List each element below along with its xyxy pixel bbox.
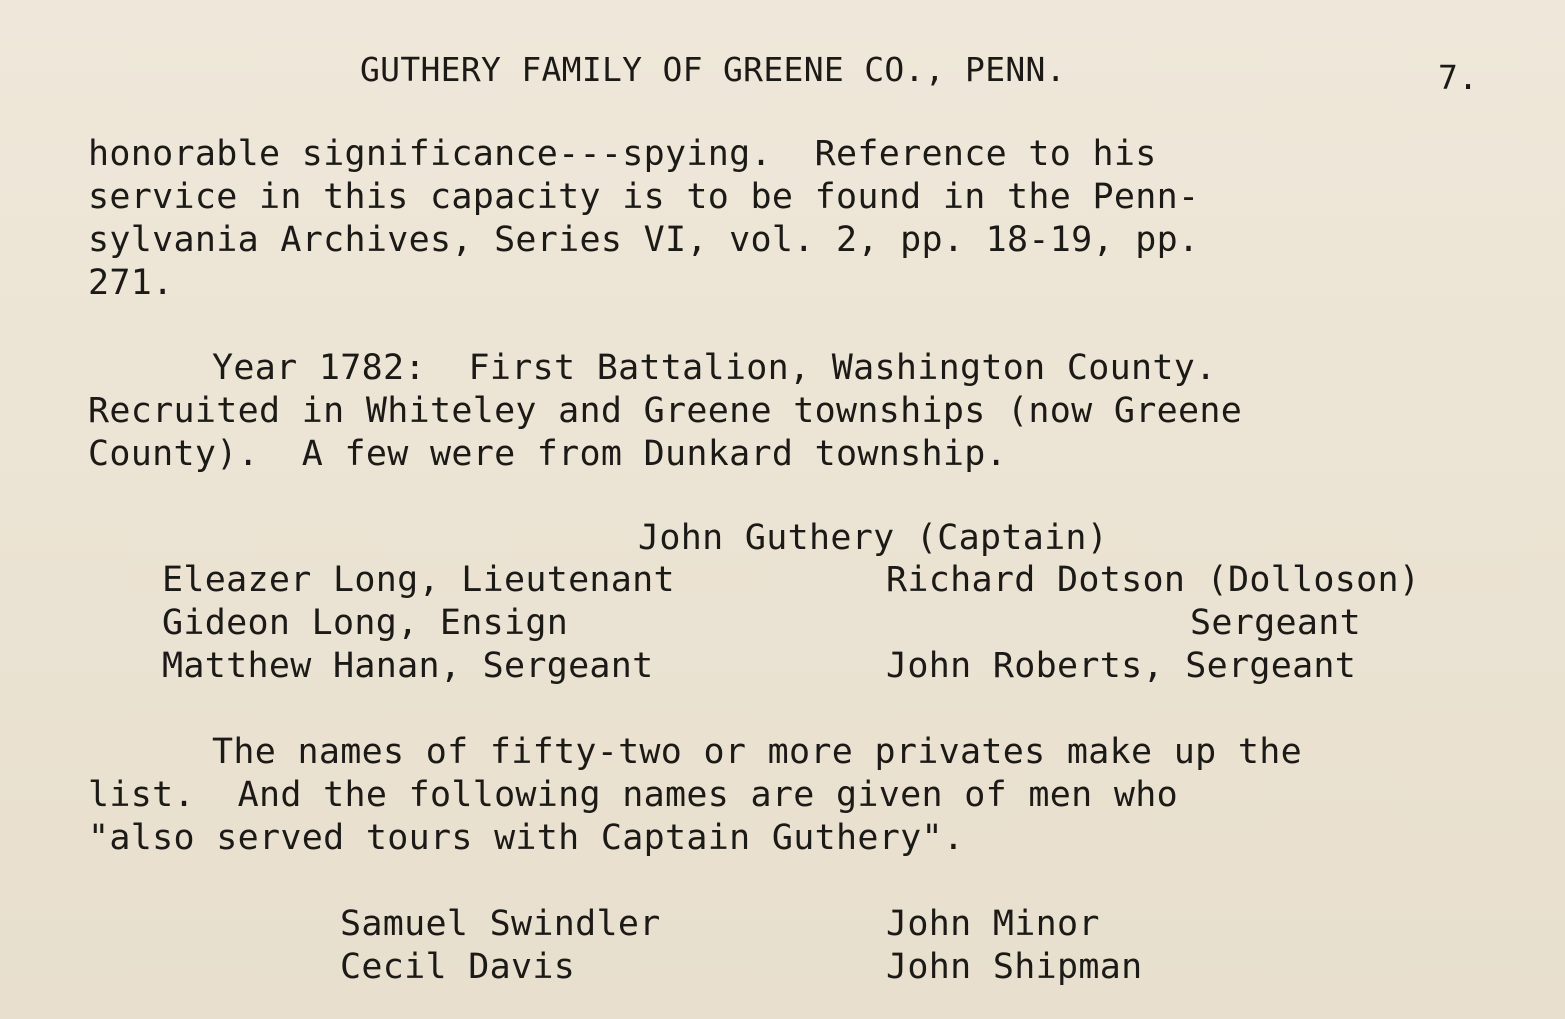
tour-name: John Minor (886, 904, 1100, 944)
paragraph-line: service in this capacity is to be found in the Penn- (88, 177, 1200, 217)
roster-officer: Gideon Long, Ensign (162, 603, 569, 643)
roster-officer: Richard Dotson (Dolloson) (886, 560, 1421, 600)
tour-name: John Shipman (886, 947, 1143, 987)
page-number: 7. (1438, 58, 1479, 97)
paragraph-line: County). A few were from Dunkard township. (88, 434, 1007, 474)
roster-officer: John Roberts, Sergeant (886, 646, 1357, 686)
paragraph-line: honorable significance---spying. Reference to his (88, 134, 1157, 174)
tour-name: Samuel Swindler (340, 904, 661, 944)
paragraph-line: 271. (88, 263, 174, 303)
page-header-title: GUTHERY FAMILY OF GREENE CO., PENN. (360, 50, 1066, 89)
roster-captain: John Guthery (Captain) (638, 518, 1109, 558)
paragraph-line: Recruited in Whiteley and Greene townships (now Greene (88, 391, 1243, 431)
tour-name: Cecil Davis (340, 947, 576, 987)
paragraph-line: sylvania Archives, Series VI, vol. 2, pp. 18-19, pp. (88, 220, 1200, 260)
paragraph-line: list. And the following names are given of men who (88, 775, 1178, 815)
roster-officer-rank: Sergeant (1190, 603, 1361, 643)
paragraph-line: Year 1782: First Battalion, Washington County. (212, 348, 1217, 388)
roster-officer: Matthew Hanan, Sergeant (162, 646, 654, 686)
roster-officer: Eleazer Long, Lieutenant (162, 560, 675, 600)
paragraph-line: The names of fifty-two or more privates make up the (212, 732, 1302, 772)
paragraph-line: "also served tours with Captain Guthery". (88, 818, 965, 858)
